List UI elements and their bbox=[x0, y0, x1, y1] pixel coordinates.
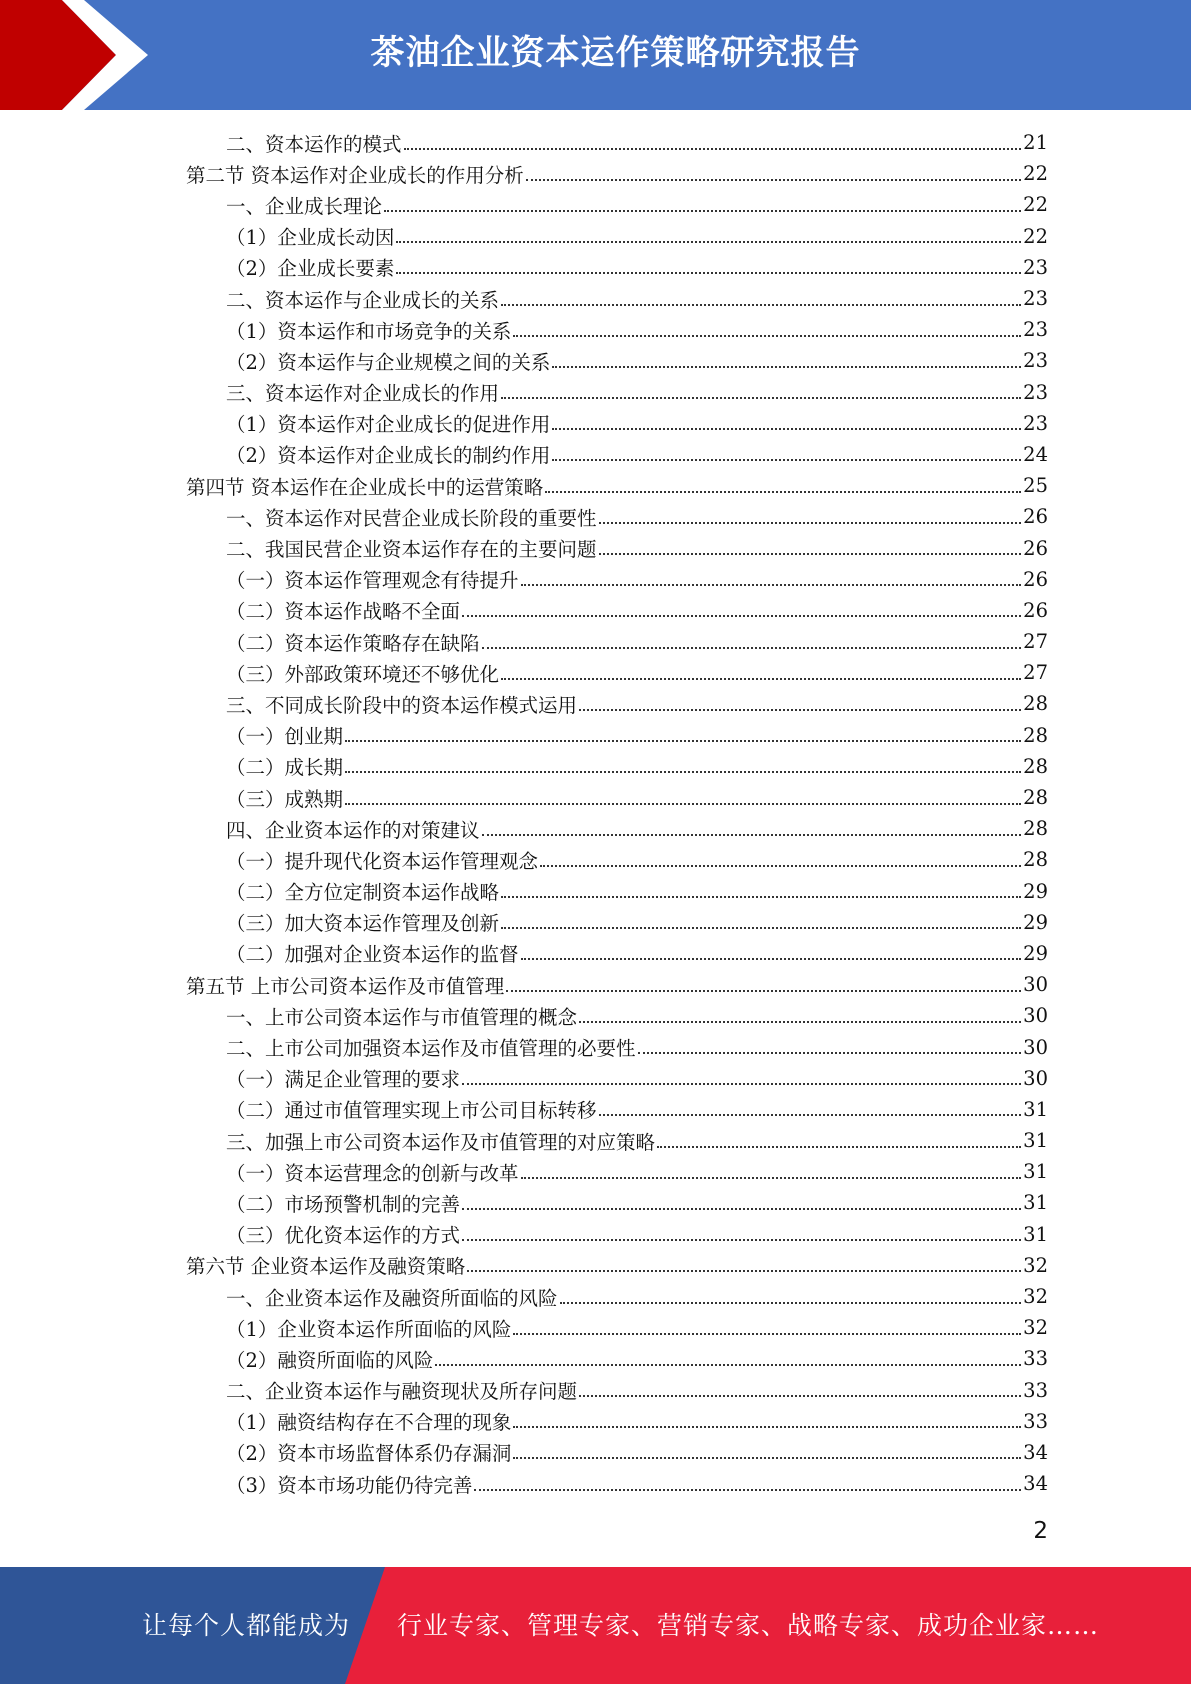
toc-dot-leader bbox=[482, 647, 1022, 649]
toc-dot-leader bbox=[462, 615, 1021, 617]
toc-entry[interactable] bbox=[186, 626, 1048, 657]
toc-entry-title: （2）资本运作与企业规模之间的关系 bbox=[226, 350, 551, 374]
toc-entry[interactable] bbox=[186, 1468, 1048, 1499]
toc-entry-page: 30 bbox=[1023, 1035, 1048, 1059]
toc-dot-leader bbox=[513, 1457, 1021, 1459]
toc-dot-leader bbox=[545, 491, 1021, 493]
toc-entry[interactable] bbox=[186, 1250, 1048, 1281]
toc-entry-page: 33 bbox=[1023, 1409, 1048, 1433]
toc-entry[interactable] bbox=[186, 470, 1048, 501]
toc-dot-leader bbox=[501, 678, 1021, 680]
toc-entry-page: 22 bbox=[1023, 224, 1048, 248]
toc-dot-leader bbox=[345, 740, 1021, 742]
toc-entry-title: 二、资本运作的模式 bbox=[226, 132, 402, 156]
toc-entry-page: 31 bbox=[1023, 1222, 1048, 1246]
toc-entry-page: 30 bbox=[1023, 1004, 1048, 1028]
toc-entry-title: 一、企业资本运作及融资所面临的风险 bbox=[226, 1286, 558, 1310]
toc-dot-leader bbox=[521, 1177, 1022, 1179]
toc-entry-page: 33 bbox=[1023, 1378, 1048, 1402]
toc-entry[interactable] bbox=[186, 969, 1048, 1000]
toc-entry[interactable] bbox=[186, 439, 1048, 470]
toc-entry-page: 28 bbox=[1023, 754, 1048, 778]
toc-entry-page: 30 bbox=[1023, 973, 1048, 997]
toc-entry-page: 34 bbox=[1023, 1440, 1048, 1464]
toc-dot-leader bbox=[513, 1333, 1021, 1335]
toc-entry-page: 27 bbox=[1023, 630, 1048, 654]
footer-slogan-right: 行业专家、管理专家、营销专家、战略专家、成功企业家…… bbox=[397, 1611, 1100, 1640]
toc-entry-page: 29 bbox=[1023, 910, 1048, 934]
page-header bbox=[0, 0, 1191, 110]
toc-entry[interactable] bbox=[186, 345, 1048, 376]
toc-dot-leader bbox=[501, 304, 1021, 306]
toc-dot-leader bbox=[501, 896, 1021, 898]
toc-entry-title: （一）资本运营理念的创新与改革 bbox=[226, 1161, 519, 1185]
toc-entry-title: 第五节 上市公司资本运作及市值管理 bbox=[186, 974, 505, 998]
toc-entry-page: 25 bbox=[1023, 474, 1048, 498]
toc-dot-leader bbox=[657, 1146, 1021, 1148]
toc-entry-title: （1）融资结构存在不合理的现象 bbox=[226, 1411, 512, 1435]
toc-dot-leader bbox=[540, 865, 1021, 867]
toc-entry[interactable] bbox=[186, 189, 1048, 220]
toc-entry-title: 第四节 资本运作在企业成长中的运营策略 bbox=[186, 475, 544, 499]
toc-entry-title: （1）企业成长动因 bbox=[226, 226, 395, 250]
toc-entry[interactable] bbox=[186, 751, 1048, 782]
table-of-contents bbox=[186, 127, 1048, 1499]
report-title: 茶油企业资本运作策略研究报告 bbox=[370, 33, 861, 73]
toc-dot-leader bbox=[579, 1021, 1021, 1023]
toc-entry-page: 23 bbox=[1023, 255, 1048, 279]
toc-dot-leader bbox=[501, 927, 1021, 929]
toc-entry-title: （1）企业资本运作所面临的风险 bbox=[226, 1317, 512, 1341]
toc-dot-leader bbox=[467, 1270, 1021, 1272]
toc-entry-page: 26 bbox=[1023, 567, 1048, 591]
toc-entry[interactable] bbox=[186, 782, 1048, 813]
toc-dot-leader bbox=[521, 958, 1022, 960]
toc-entry-title: 四、企业资本运作的对策建议 bbox=[226, 818, 480, 842]
toc-dot-leader bbox=[345, 803, 1021, 805]
toc-dot-leader bbox=[506, 990, 1021, 992]
toc-entry-title: （一）提升现代化资本运作管理观念 bbox=[226, 849, 539, 873]
toc-entry-page: 23 bbox=[1023, 380, 1048, 404]
toc-dot-leader bbox=[599, 1114, 1022, 1116]
toc-entry[interactable] bbox=[186, 907, 1048, 938]
toc-entry[interactable] bbox=[186, 158, 1048, 189]
toc-entry[interactable] bbox=[186, 938, 1048, 969]
toc-entry[interactable] bbox=[186, 1343, 1048, 1374]
toc-entry[interactable] bbox=[186, 1312, 1048, 1343]
toc-entry-page: 32 bbox=[1023, 1253, 1048, 1277]
toc-dot-leader bbox=[513, 1426, 1021, 1428]
toc-dot-leader bbox=[396, 272, 1021, 274]
page-footer bbox=[0, 1567, 1191, 1684]
toc-entry-page: 31 bbox=[1023, 1097, 1048, 1121]
toc-dot-leader bbox=[435, 1364, 1021, 1366]
toc-dot-leader bbox=[521, 584, 1022, 586]
toc-entry[interactable] bbox=[186, 252, 1048, 283]
toc-dot-leader bbox=[638, 1052, 1022, 1054]
toc-entry-title: 二、企业资本运作与融资现状及所存问题 bbox=[226, 1380, 578, 1404]
toc-dot-leader bbox=[599, 522, 1022, 524]
toc-entry-page: 28 bbox=[1023, 786, 1048, 810]
toc-dot-leader bbox=[552, 366, 1021, 368]
toc-entry-title: （二）加强对企业资本运作的监督 bbox=[226, 943, 519, 967]
toc-entry-title: 一、上市公司资本运作与市值管理的概念 bbox=[226, 1005, 578, 1029]
page-number: 2 bbox=[1033, 1518, 1048, 1544]
toc-entry-title: （二）成长期 bbox=[226, 756, 344, 780]
toc-entry-page: 26 bbox=[1023, 536, 1048, 560]
toc-entry-title: （3）资本市场功能仍待完善 bbox=[226, 1473, 473, 1497]
toc-entry-page: 27 bbox=[1023, 661, 1048, 685]
toc-entry-page: 33 bbox=[1023, 1347, 1048, 1371]
toc-entry[interactable] bbox=[186, 688, 1048, 719]
toc-entry[interactable] bbox=[186, 1281, 1048, 1312]
toc-dot-leader bbox=[462, 1208, 1021, 1210]
toc-entry-page: 31 bbox=[1023, 1129, 1048, 1153]
toc-entry-page: 32 bbox=[1023, 1316, 1048, 1340]
toc-entry[interactable] bbox=[186, 657, 1048, 688]
toc-entry-page: 31 bbox=[1023, 1191, 1048, 1215]
toc-dot-leader bbox=[345, 771, 1021, 773]
toc-entry-title: （一）资本运作管理观念有待提升 bbox=[226, 569, 519, 593]
toc-entry-title: 三、加强上市公司资本运作及市值管理的对应策略 bbox=[226, 1130, 656, 1154]
toc-entry[interactable] bbox=[186, 1437, 1048, 1468]
toc-entry-title: 第二节 资本运作对企业成长的作用分析 bbox=[186, 163, 524, 187]
toc-entry-page: 31 bbox=[1023, 1160, 1048, 1184]
toc-dot-leader bbox=[501, 397, 1021, 399]
toc-entry-title: 三、不同成长阶段中的资本运作模式运用 bbox=[226, 693, 578, 717]
toc-entry[interactable] bbox=[186, 377, 1048, 408]
toc-entry-title: （1）资本运作对企业成长的促进作用 bbox=[226, 413, 551, 437]
toc-entry-title: （二）全方位定制资本运作战略 bbox=[226, 881, 500, 905]
toc-entry[interactable] bbox=[186, 1219, 1048, 1250]
toc-entry-title: （一）创业期 bbox=[226, 725, 344, 749]
toc-dot-leader bbox=[404, 148, 1022, 150]
toc-dot-leader bbox=[513, 335, 1021, 337]
toc-entry-page: 29 bbox=[1023, 941, 1048, 965]
toc-entry[interactable] bbox=[186, 1000, 1048, 1031]
toc-entry-title: 三、资本运作对企业成长的作用 bbox=[226, 382, 500, 406]
toc-dot-leader bbox=[384, 210, 1021, 212]
toc-entry[interactable] bbox=[186, 501, 1048, 532]
toc-entry-title: （三）外部政策环境还不够优化 bbox=[226, 662, 500, 686]
toc-dot-leader bbox=[482, 834, 1022, 836]
toc-entry[interactable] bbox=[186, 1125, 1048, 1156]
toc-entry[interactable] bbox=[186, 1187, 1048, 1218]
toc-entry[interactable] bbox=[186, 314, 1048, 345]
toc-entry-page: 30 bbox=[1023, 1066, 1048, 1090]
toc-entry[interactable] bbox=[186, 1031, 1048, 1062]
toc-entry-title: （2）资本市场监督体系仍存漏洞 bbox=[226, 1442, 512, 1466]
toc-entry-page: 28 bbox=[1023, 817, 1048, 841]
toc-dot-leader bbox=[579, 1395, 1021, 1397]
toc-entry-title: （1）资本运作和市场竞争的关系 bbox=[226, 319, 512, 343]
toc-dot-leader bbox=[462, 1239, 1021, 1241]
toc-entry-title: 二、上市公司加强资本运作及市值管理的必要性 bbox=[226, 1037, 636, 1061]
toc-entry-page: 29 bbox=[1023, 879, 1048, 903]
toc-entry-page: 22 bbox=[1023, 193, 1048, 217]
toc-entry-title: （二）资本运作战略不全面 bbox=[226, 600, 461, 624]
toc-dot-leader bbox=[552, 459, 1021, 461]
toc-entry-page: 28 bbox=[1023, 723, 1048, 747]
toc-entry-page: 32 bbox=[1023, 1285, 1048, 1309]
toc-entry-page: 34 bbox=[1023, 1472, 1048, 1496]
toc-entry-title: （二）资本运作策略存在缺陷 bbox=[226, 631, 480, 655]
toc-entry[interactable] bbox=[186, 876, 1048, 907]
toc-entry-page: 26 bbox=[1023, 505, 1048, 529]
toc-entry[interactable] bbox=[186, 408, 1048, 439]
toc-entry-page: 28 bbox=[1023, 848, 1048, 872]
toc-entry[interactable] bbox=[186, 1406, 1048, 1437]
toc-entry-page: 23 bbox=[1023, 318, 1048, 342]
toc-entry-title: 二、我国民营企业资本运作存在的主要问题 bbox=[226, 538, 597, 562]
toc-entry[interactable] bbox=[186, 813, 1048, 844]
toc-entry-title: （二）通过市值管理实现上市公司目标转移 bbox=[226, 1099, 597, 1123]
toc-entry[interactable] bbox=[186, 1063, 1048, 1094]
toc-entry-title: （三）优化资本运作的方式 bbox=[226, 1224, 461, 1248]
toc-entry-title: （一）满足企业管理的要求 bbox=[226, 1068, 461, 1092]
toc-dot-leader bbox=[526, 179, 1021, 181]
toc-entry-page: 23 bbox=[1023, 349, 1048, 373]
toc-entry-page: 28 bbox=[1023, 692, 1048, 716]
toc-entry[interactable] bbox=[186, 283, 1048, 314]
toc-entry-page: 21 bbox=[1023, 131, 1048, 155]
footer-slogan-left: 让每个人都能成为 bbox=[142, 1611, 351, 1640]
toc-entry[interactable] bbox=[186, 844, 1048, 875]
toc-entry-page: 23 bbox=[1023, 411, 1048, 435]
toc-entry[interactable] bbox=[186, 564, 1048, 595]
toc-entry-page: 23 bbox=[1023, 287, 1048, 311]
toc-entry-title: 第六节 企业资本运作及融资策略 bbox=[186, 1255, 466, 1279]
toc-dot-leader bbox=[552, 428, 1021, 430]
toc-entry[interactable] bbox=[186, 1375, 1048, 1406]
toc-entry-title: （2）资本运作对企业成长的制约作用 bbox=[226, 444, 551, 468]
toc-entry-title: 二、资本运作与企业成长的关系 bbox=[226, 288, 500, 312]
toc-entry[interactable] bbox=[186, 1156, 1048, 1187]
toc-entry-title: （三）成熟期 bbox=[226, 787, 344, 811]
toc-entry[interactable] bbox=[186, 532, 1048, 563]
toc-entry[interactable] bbox=[186, 1094, 1048, 1125]
toc-dot-leader bbox=[560, 1302, 1022, 1304]
toc-entry[interactable] bbox=[186, 221, 1048, 252]
toc-entry-title: 一、资本运作对民营企业成长阶段的重要性 bbox=[226, 506, 597, 530]
toc-dot-leader bbox=[579, 709, 1021, 711]
toc-entry[interactable] bbox=[186, 720, 1048, 751]
toc-entry-title: （2）融资所面临的风险 bbox=[226, 1348, 434, 1372]
toc-entry[interactable] bbox=[186, 595, 1048, 626]
toc-entry-title: （三）加大资本运作管理及创新 bbox=[226, 912, 500, 936]
toc-entry-page: 22 bbox=[1023, 162, 1048, 186]
toc-dot-leader bbox=[599, 553, 1022, 555]
toc-entry-title: （二）市场预警机制的完善 bbox=[226, 1192, 461, 1216]
toc-entry-title: 一、企业成长理论 bbox=[226, 194, 383, 218]
toc-entry-title: （2）企业成长要素 bbox=[226, 257, 395, 281]
toc-dot-leader bbox=[462, 1083, 1021, 1085]
toc-dot-leader bbox=[474, 1489, 1021, 1491]
toc-entry-page: 26 bbox=[1023, 598, 1048, 622]
toc-entry[interactable] bbox=[186, 127, 1048, 158]
toc-entry-page: 24 bbox=[1023, 442, 1048, 466]
toc-dot-leader bbox=[396, 241, 1021, 243]
